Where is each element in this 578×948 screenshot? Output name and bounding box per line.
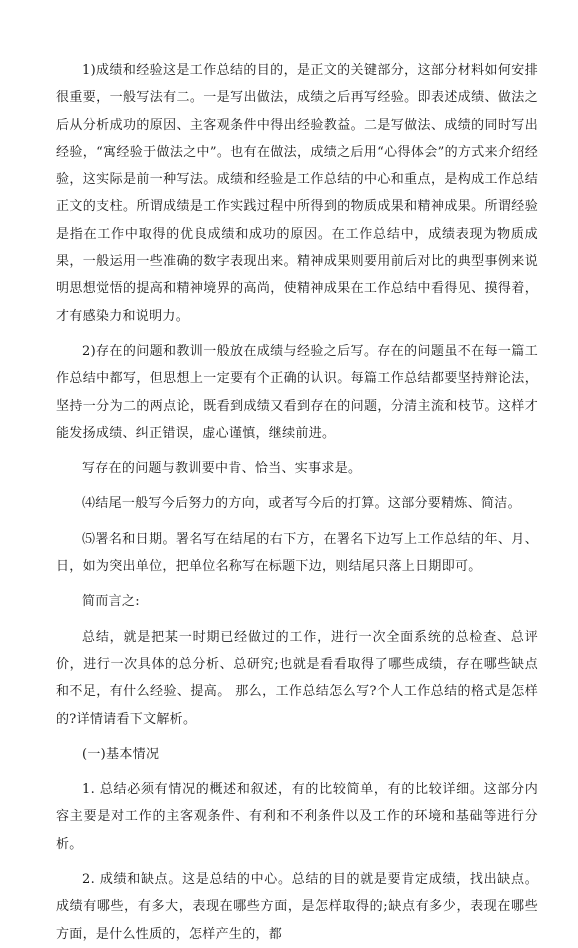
paragraph-problems-writing-note: 写存在的问题与教训要中肯、恰当、实事求是。 (82, 461, 362, 477)
paragraph-problems-lessons: 2)存在的问题和教训一般放在成绩与经验之后写。存在的问题虽不在每一篇工作总结中都写，但思想上一定要有个正确的认识。每篇工作总结都要坚持辩论法，坚持一分为二的两点论，既看到成绩又看到存在的问题，分清主流和枝节。这样才能发扬成绩、纠正错误，虚心谨慎，继续前进。 (56, 343, 538, 441)
paragraph-signature-date: ⑸署名和日期。署名写在结尾的右下方，在署名下边写上工作总结的年、月、日，如为突出单位，把单位名称写在标题下边，则结尾只落上日期即可。 (56, 531, 538, 575)
paragraph-summary-definition: 总结，就是把某一时期已经做过的工作，进行一次全面系统的总检查、总评价，进行一次具体的总分析、总研究;也就是看看取得了哪些成绩，存在哪些缺点和不足，有什么经验、提高。 那么，工作总结怎么写?个人工作总结的格式是怎样的?详情请看下文解析。 (56, 629, 538, 727)
paragraph-achievements-experience: 1)成绩和经验这是工作总结的目的，是正文的关键部分，这部分材料如何安排很重要，一般写法有二。一是写出做法，成绩之后再写经验。即表述成绩、做法之后从分析成功的原因、主客观条件中得出经验教益。二是写做法、成绩的同时写出经验，“寓经验于做法之中”。也有在做法，成绩之后用“心得体会”的方式来介绍经验，这实际是前一种写法。成绩和经验是工作总结的中心和重点，是构成工作总结正文的支柱。所谓成绩是工作实践过程中所得到的物质成果和精神成果。所谓经验是指在工作中取得的优良成绩和成功的原因。在工作总结中，成绩表现为物质成果，一般运用一些准确的数字表现出来。精神成果则要用前后对比的典型事例来说明思想觉悟的提高和精神境界的高尚，使精神成果在工作总结中看得见、摸得着，才有感染力和说明力。 (56, 63, 538, 324)
paragraph-in-short: 简而言之: (82, 594, 140, 610)
paragraph-item-1: 1. 总结必须有情况的概述和叙述，有的比较简单，有的比较详细。这部分内容主要是对工作的主客观条件、有利和不利条件以及工作的环境和基础等进行分析。 (56, 782, 538, 852)
paragraph-ending: ⑷结尾一般写今后努力的方向，或者写今后的打算。这部分要精炼、简洁。 (82, 496, 521, 512)
paragraph-item-2: 2. 成绩和缺点。这是总结的中心。总结的目的就是要肯定成绩，找出缺点。成绩有哪些，有多大，表现在哪些方面，是怎样取得的;缺点有多少，表现在哪些方面，是什么性质的，怎样产生的，都 (56, 872, 538, 942)
section-heading-basic-situation: (一)基本情况 (82, 746, 160, 762)
